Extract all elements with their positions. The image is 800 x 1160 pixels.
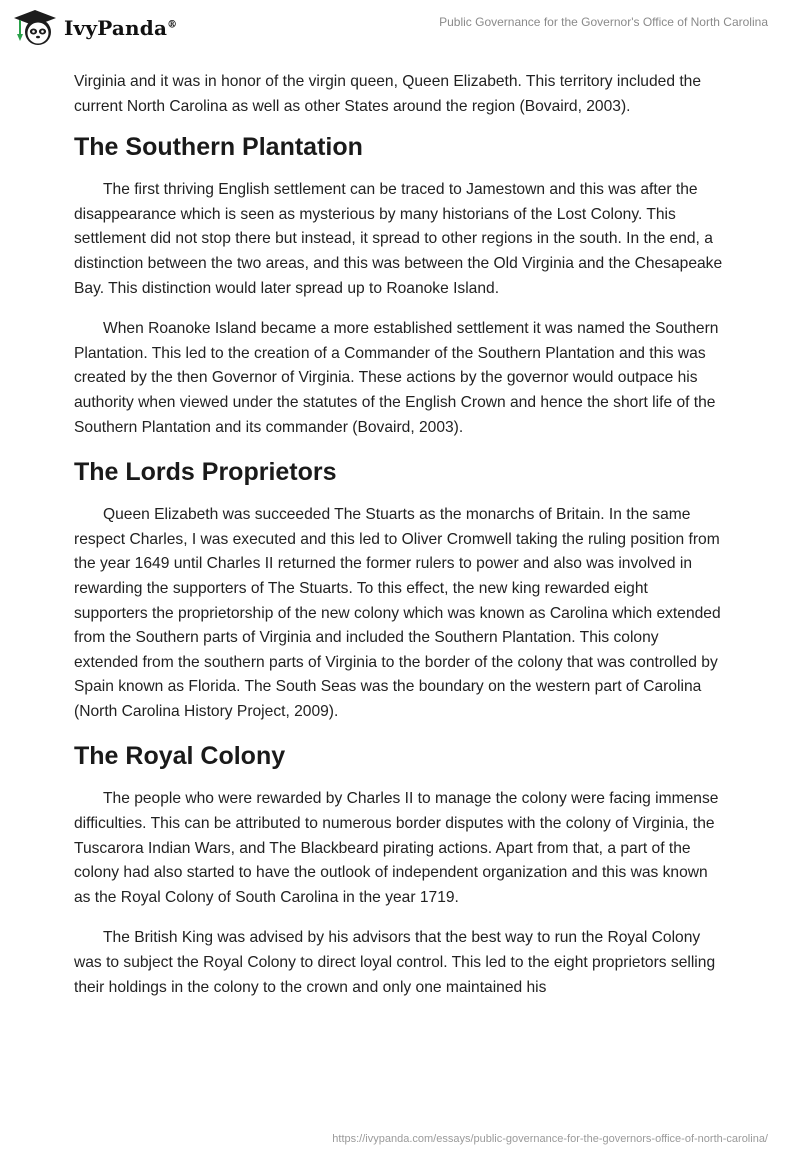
paragraph: The first thriving English settlement can be traced to Jamestown and this was after the disappearance which is seen as mysterious by many historians of the Lost Colony. This settlement did not stop there but instead, it spread to other regions in the south. In the end, a distinction between the two areas, and this was between the Old Virginia and the Chesapeake Bay. This distinction would later spread up to Roanoke Island.	[74, 181, 723, 297]
paragraph: The British King was advised by his advisors that the best way to run the Royal Colony was to subject the Royal Colony to direct loyal control. This led to the eight proprietors selling their holdings in the colony to the crown and only one maintained his	[74, 929, 716, 996]
section-heading-royal-colony: The Royal Colony	[74, 742, 286, 771]
panda-graduation-cap-icon	[12, 8, 58, 48]
ivypanda-logo[interactable]	[12, 8, 177, 48]
paragraph: When Roanoke Island became a more established settlement it was named the Southern Plantation. This led to the creation of a Commander of the Southern Plantation and this was created by the then Governor of Virginia. These actions by the governor would outpace his authority when viewed under the statutes of the English Crown and hence the short life of the Southern Plantation and its commander (Bovaird, 2003).	[74, 320, 719, 436]
paragraph: Queen Elizabeth was succeeded The Stuarts as the monarchs of Britain. In the same respect Charles, I was executed and this led to Oliver Cromwell taking the ruling position from the year 1649 until Charles II returned the former rulers to power and also was involved in rewarding the supporters of The Stuarts. To this effect, the new king rewarded eight supporters the proprietorship of the new colony which was known as Carolina which extended from the Southern parts of Virginia and included the Southern Plantation. This colony extended from the southern parts of Virginia to the border of the colony that was controlled by Spain known as Florida. The South Seas was the boundary on the western part of Carolina (North Carolina History Project, 2009).	[74, 506, 721, 720]
section-heading-southern-plantation: The Southern Plantation	[74, 133, 363, 162]
page-header	[0, 0, 800, 62]
intro-paragraph: Virginia and it was in honor of the virgin queen, Queen Elizabeth. This territory included the current North Carolina as well as other States around the region (Bovaird, 2003).	[74, 73, 702, 115]
document-title: Public Governance for the Governor's Office of North Carolina	[439, 15, 768, 29]
logo-text: IvyPanda®	[64, 16, 178, 40]
section-heading-lords-proprietors: The Lords Proprietors	[74, 458, 337, 487]
paragraph: The people who were rewarded by Charles II to manage the colony were facing immense difficulties. This can be attributed to numerous border disputes with the colony of Virginia, the Tuscarora Indian Wars, and The Blackbeard pirating actions. Apart from that, a part of the colony had also started to have the outlook of independent organization and this was known as the Royal Colony of South Carolina in the year 1719.	[74, 790, 719, 906]
source-url[interactable]: https://ivypanda.com/essays/public-governance-for-the-governors-office-of-north-carolina/	[332, 1133, 768, 1145]
essay-content	[74, 70, 724, 1016]
